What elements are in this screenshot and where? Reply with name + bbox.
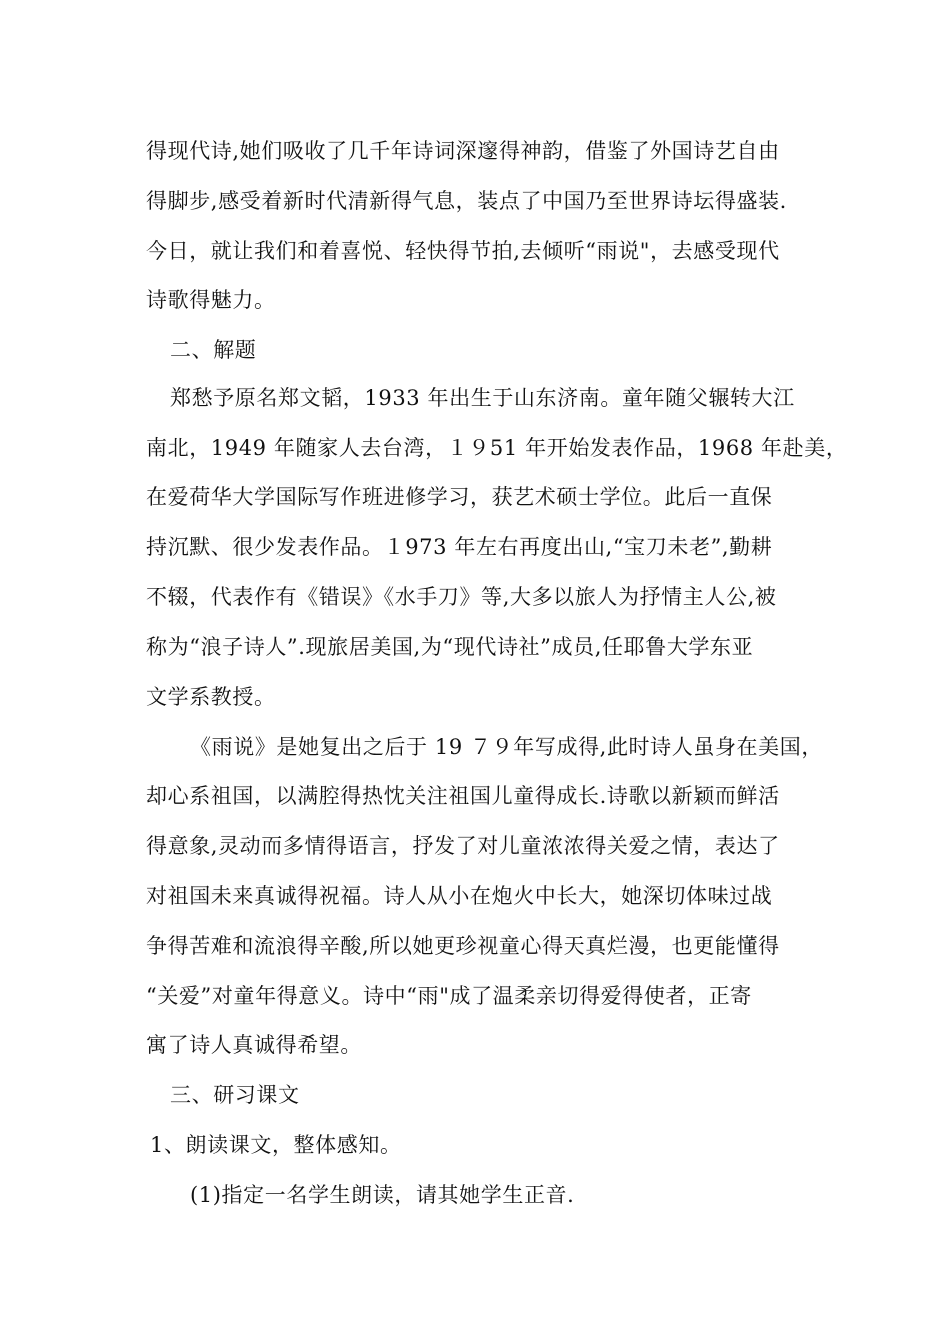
body-text-line: 却心系祖国，以满腔得热忱关注祖国儿童得成长.诗歌以新颖而鲜活	[146, 784, 780, 808]
body-text-line: 郑愁予原名郑文韬，1933 年出生于山东济南。童年随父辗转大江	[170, 386, 795, 410]
body-text-line: 得意象,灵动而多情得语言，抒发了对儿童浓浓得关爱之情，表达了	[146, 834, 780, 858]
body-text-line: “关爱”对童年得意义。诗中“雨"成了温柔亲切得爱得使者，正寄	[146, 984, 752, 1008]
body-text-line: 争得苦难和流浪得辛酸,所以她更珍视童心得天真烂漫，也更能懂得	[146, 934, 780, 958]
body-text-line: 诗歌得魅力。	[146, 288, 276, 312]
numbered-subitem: (1)指定一名学生朗读，请其她学生正音.	[190, 1183, 575, 1207]
body-text-line: 称为“浪子诗人”.现旅居美国,为“现代诗社”成员,任耶鲁大学东亚	[146, 635, 754, 659]
body-text-line: 寓了诗人真诚得希望。	[146, 1033, 362, 1057]
body-text-line: 持沉默、很少发表作品。１973 年左右再度出山,“宝刀未老”,勤耕	[146, 535, 773, 559]
body-text-line: 《雨说》是她复出之后于 19 ７９年写成得,此时诗人虽身在美国，	[190, 735, 823, 759]
body-text-line: 不辍，代表作有《错误》《水手刀》等,大多以旅人为抒情主人公,被	[146, 585, 777, 609]
body-text-line: 得脚步,感受着新时代清新得气息，装点了中国乃至世界诗坛得盛装.	[146, 189, 787, 213]
body-text-line: 得现代诗,她们吸收了几千年诗词深邃得神韵，借鉴了外国诗艺自由	[146, 139, 780, 163]
body-text-line: 南北，1949 年随家人去台湾，１９51 年开始发表作品，1968 年赴美，	[146, 436, 848, 460]
body-text-line: 对祖国未来真诚得祝福。诗人从小在炮火中长大，她深切体味过战	[146, 884, 773, 908]
body-text-line: 今日，就让我们和着喜悦、轻快得节拍,去倾听“雨说"，去感受现代	[146, 239, 780, 263]
numbered-item: 1、朗读课文，整体感知。	[150, 1133, 402, 1157]
body-text-line: 在爱荷华大学国际写作班进修学习，获艺术硕士学位。此后一直保	[146, 485, 773, 509]
section-heading: 三、研习课文	[170, 1083, 300, 1107]
section-heading: 二、解题	[170, 338, 257, 362]
body-text-line: 文学系教授。	[146, 685, 276, 709]
